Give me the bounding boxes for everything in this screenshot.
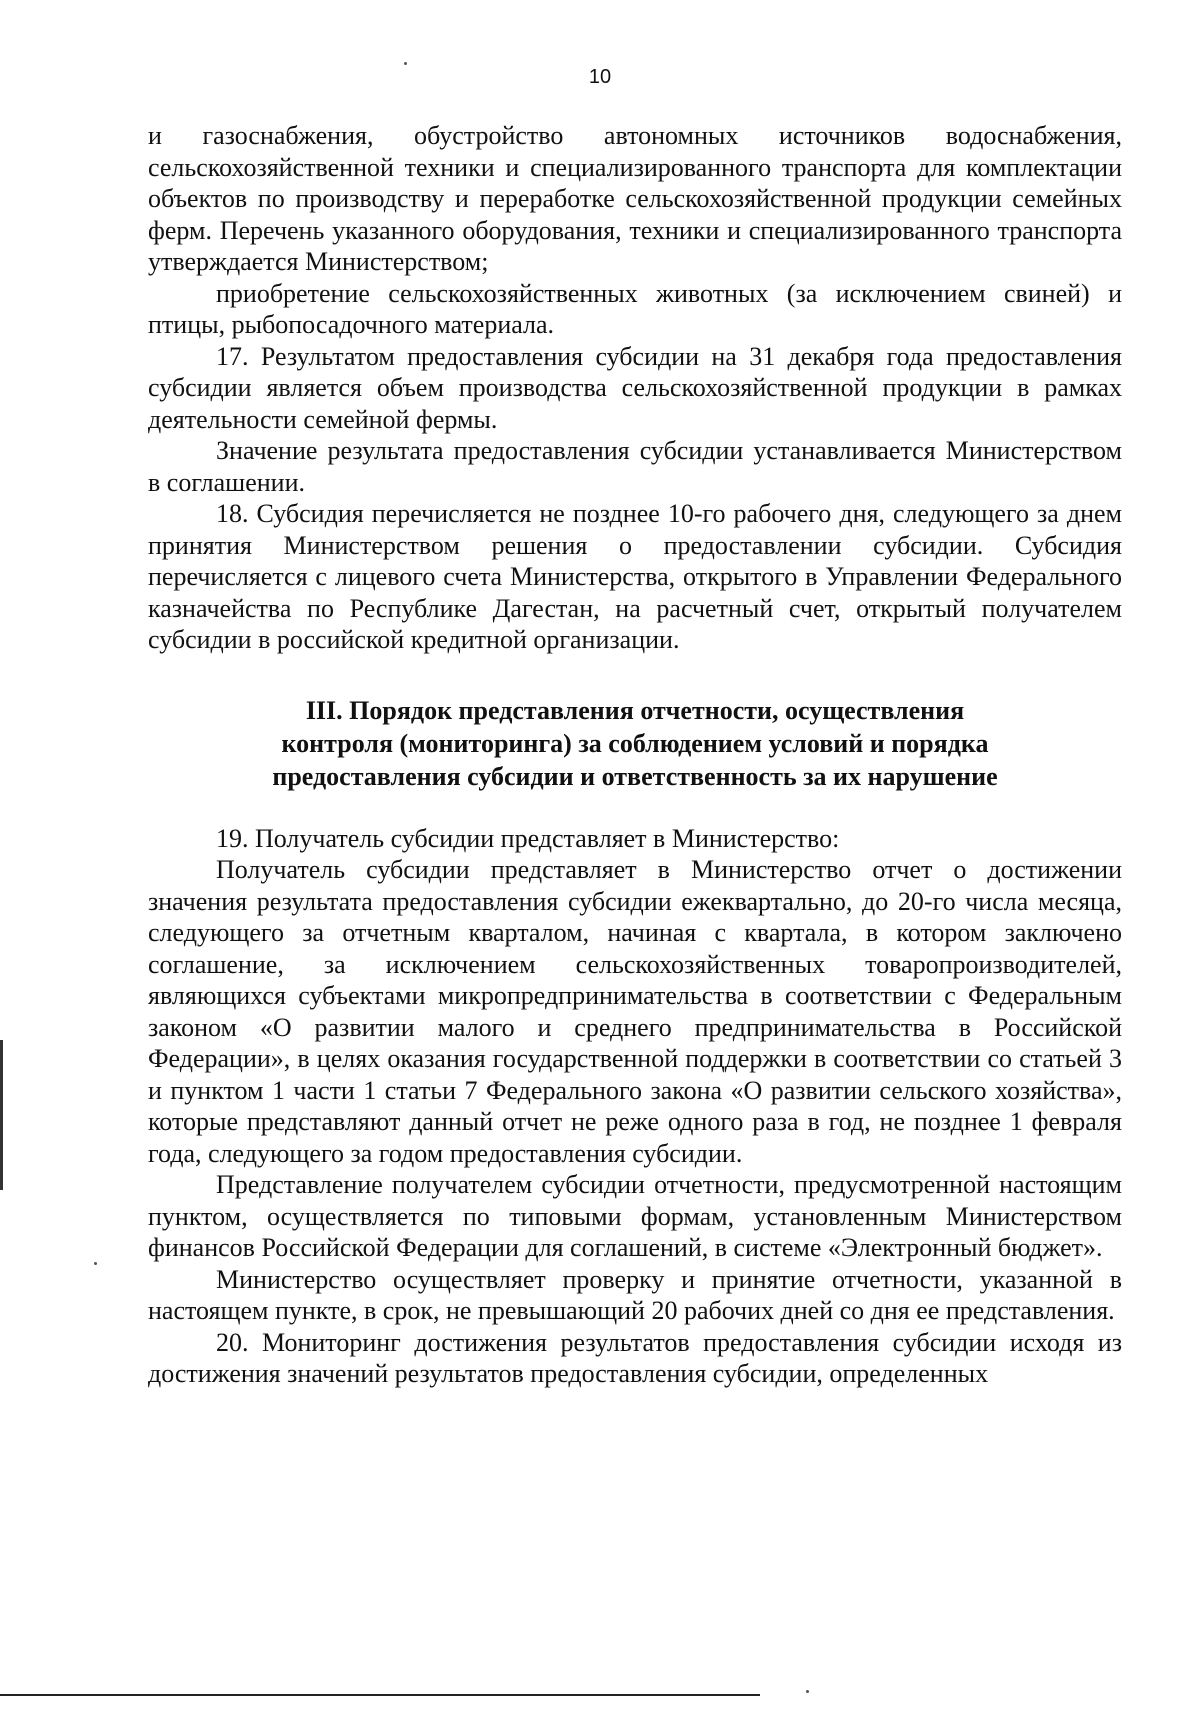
section-heading-line: контроля (мониторинга) за соблюдением условий и порядка <box>281 728 989 758</box>
paragraph-item-18: 18. Субсидия перечисляется не позднее 10-го рабочего дня, следующего за днем принятия Министерством решения о предоставлении субсидии. Субсидия перечисляется с лицевого счета Министерства, открытого в Управлении Федерального казначейства по Республике Дагестан, на расчетный счет, открытый получателем субсидии в российской кредитной организации. <box>148 499 1122 654</box>
scan-speck <box>94 1262 97 1265</box>
section-heading <box>148 694 1122 793</box>
page-number: 10 <box>588 66 612 88</box>
scan-bottom-edge <box>0 1694 760 1696</box>
scan-speck <box>806 1690 809 1693</box>
paragraph-report-forms: Представление получателем субсидии отчетности, предусмотренной настоящим пунктом, осуществляется по типовыми формам, установленным Министерством финансов Российской Федерации для соглашений, в системе «Электронный бюджет». <box>148 1170 1122 1262</box>
paragraph-report-check: Министерство осуществляет проверку и принятие отчетности, указанной в настоящем пункте, в срок, не превышающий 20 рабочих дней со дня ее представления. <box>148 1264 1122 1325</box>
paragraph-livestock-purchase: приобретение сельскохозяйственных животных (за исключением свиней) и птицы, рыбопосадочного материала. <box>148 278 1122 339</box>
section-heading-line: III. Порядок представления отчетности, осуществления <box>305 695 965 725</box>
scan-edge-mark <box>0 1040 3 1190</box>
document-body <box>148 120 1122 1390</box>
paragraph-item-17: 17. Результатом предоставления субсидии на 31 декабря года предоставления субсидии является объем производства сельскохозяйственной продукции в рамках деятельности семейной фермы. <box>148 341 1122 434</box>
section-heading-line: предоставления субсидии и ответственность за их нарушение <box>272 761 998 791</box>
paragraph-item-19: 19. Получатель субсидии представляет в Министерство: <box>216 823 840 853</box>
paragraph-result-value: Значение результата предоставления субсидии устанавливается Министерством в соглашении. <box>148 436 1122 497</box>
paragraph-item-20: 20. Мониторинг достижения результатов предоставления субсидии исходя из достижения значений результатов предоставления субсидии, определенных <box>148 1327 1122 1388</box>
paragraph-equipment-continuation: и газоснабжения, обустройство автономных источников водоснабжения, сельскохозяйственной техники и специализированного транспорта для комплектации объектов по производству и переработке сельскохозяйственной продукции семейных ферм. Перечень указанного оборудования, техники и специализированного транспорта утверждается Министерством; <box>148 121 1122 276</box>
scan-speck <box>404 62 407 65</box>
paragraph-report-requirements: Получатель субсидии представляет в Министерство отчет о достижении значения результата предоставления субсидии ежеквартально, до 20-го числа месяца, следующего за отчетным кварталом, начиная с квартала, в котором заключено соглашение, за исключением сельскохозяйственных товаропроизводителей, являющихся субъектами микропредпринимательства в соответствии с Федеральным законом «О развитии малого и среднего предпринимательства в Российской Федерации», в целях оказания государственной поддержки в соответствии со статьей 3 и пунктом 1 части 1 статьи 7 Федерального закона «О развитии сельского хозяйства», которые представляют данный отчет не реже одного раза в год, не позднее 1 февраля года, следующего за годом предоставления субсидии. <box>148 855 1122 1168</box>
